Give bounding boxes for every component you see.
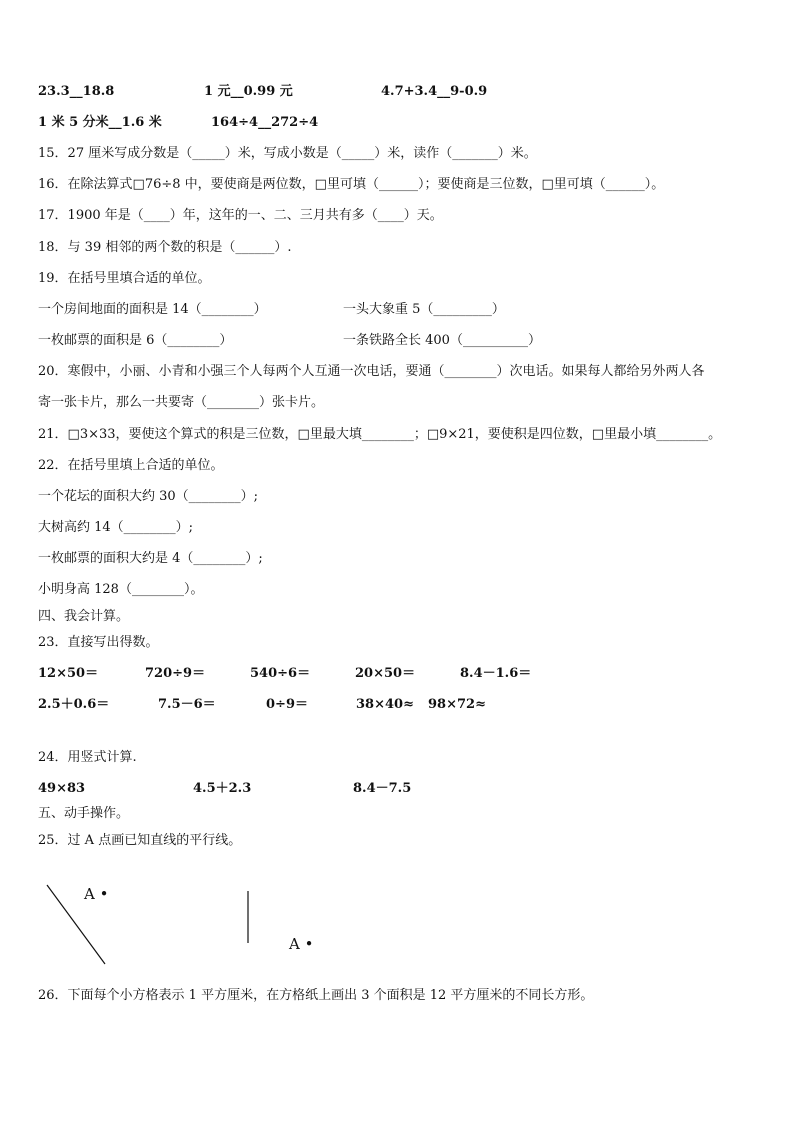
q22-item-tree: 大树高约 14（________）;: [38, 520, 194, 535]
calc-38x40: 38×40≈: [356, 697, 414, 712]
section-4-heading: 四、我会计算。: [38, 609, 130, 624]
compare-1: 23.3__18.8: [38, 84, 115, 99]
question-19-title: 19．在括号里填合适的单位。: [38, 271, 211, 286]
question-16: 16．在除法算式□76÷8 中，要使商是两位数，□里可填（______）；要使商是三位数，□里可填（______）。: [38, 177, 665, 192]
question-25-title: 25．过 A 点画已知直线的平行线。: [38, 833, 242, 848]
question-20-line1: 20．寒假中，小丽、小青和小强三个人每两个人互通一次电话，要通（________）次电话。如果每人都给另外两人各: [38, 364, 705, 379]
q19-item-stamp: 一枚邮票的面积是 6（________）: [38, 333, 233, 348]
calc-720div9: 720÷9＝: [145, 666, 206, 681]
point-a-label-2: A •: [289, 935, 314, 953]
question-24-title: 24．用竖式计算.: [38, 750, 137, 765]
point-a-label-1: A •: [84, 885, 109, 903]
question-23-title: 23．直接写出得数。: [38, 635, 159, 650]
calc-0div9: 0÷9＝: [266, 697, 308, 712]
calc-98x72: 98×72≈: [428, 697, 486, 712]
question-15: 15．27 厘米写成分数是（_____）米，写成小数是（_____）米，读作（_______）米。: [38, 146, 537, 161]
q19-item-elephant: 一头大象重 5（_________）: [343, 302, 505, 317]
compare-5: 164÷4__272÷4: [211, 115, 319, 130]
question-21: 21．□3×33，要使这个算式的积是三位数，□里最大填________；□9×21，要使积是四位数，□里最小填________。: [38, 427, 722, 442]
vertical-calc-1: 49×83: [38, 781, 86, 796]
calc-2.5+0.6: 2.5＋0.6＝: [38, 697, 110, 712]
calc-540div6: 540÷6＝: [250, 666, 311, 681]
q19-item-railway: 一条铁路全长 400（__________）: [343, 333, 541, 348]
question-26: 26．下面每个小方格表示 1 平方厘米，在方格纸上画出 3 个面积是 12 平方厘米的不同长方形。: [38, 988, 594, 1003]
vertical-calc-3: 8.4－7.5: [353, 781, 412, 796]
vertical-calc-2: 4.5＋2.3: [193, 781, 252, 796]
calc-7.5-6: 7.5－6＝: [158, 697, 216, 712]
q22-item-flowerbed: 一个花坛的面积大约 30（________）;: [38, 489, 259, 504]
question-20-line2: 寄一张卡片，那么一共要寄（________）张卡片。: [38, 395, 325, 410]
question-18: 18．与 39 相邻的两个数的积是（______）.: [38, 240, 292, 255]
section-5-heading: 五、动手操作。: [38, 806, 130, 821]
question-22-title: 22．在括号里填上合适的单位。: [38, 458, 224, 473]
compare-3: 4.7+3.4__9-0.9: [381, 84, 488, 99]
q22-item-height: 小明身高 128（________）。: [38, 582, 204, 597]
compare-2: 1 元__0.99 元: [204, 84, 293, 99]
calc-8.4-1.6: 8.4－1.6＝: [460, 666, 532, 681]
point-a-dot: •: [304, 935, 314, 953]
point-a-dot: •: [99, 885, 109, 903]
q19-item-room: 一个房间地面的面积是 14（________）: [38, 302, 267, 317]
q22-item-stamp: 一枚邮票的面积大约是 4（________）;: [38, 551, 263, 566]
calc-20x50: 20×50＝: [355, 666, 416, 681]
calc-12x50: 12×50＝: [38, 666, 99, 681]
question-17: 17．1900 年是（____）年，这年的一、二、三月共有多（____）天。: [38, 208, 443, 223]
compare-4: 1 米 5 分米__1.6 米: [38, 115, 162, 130]
